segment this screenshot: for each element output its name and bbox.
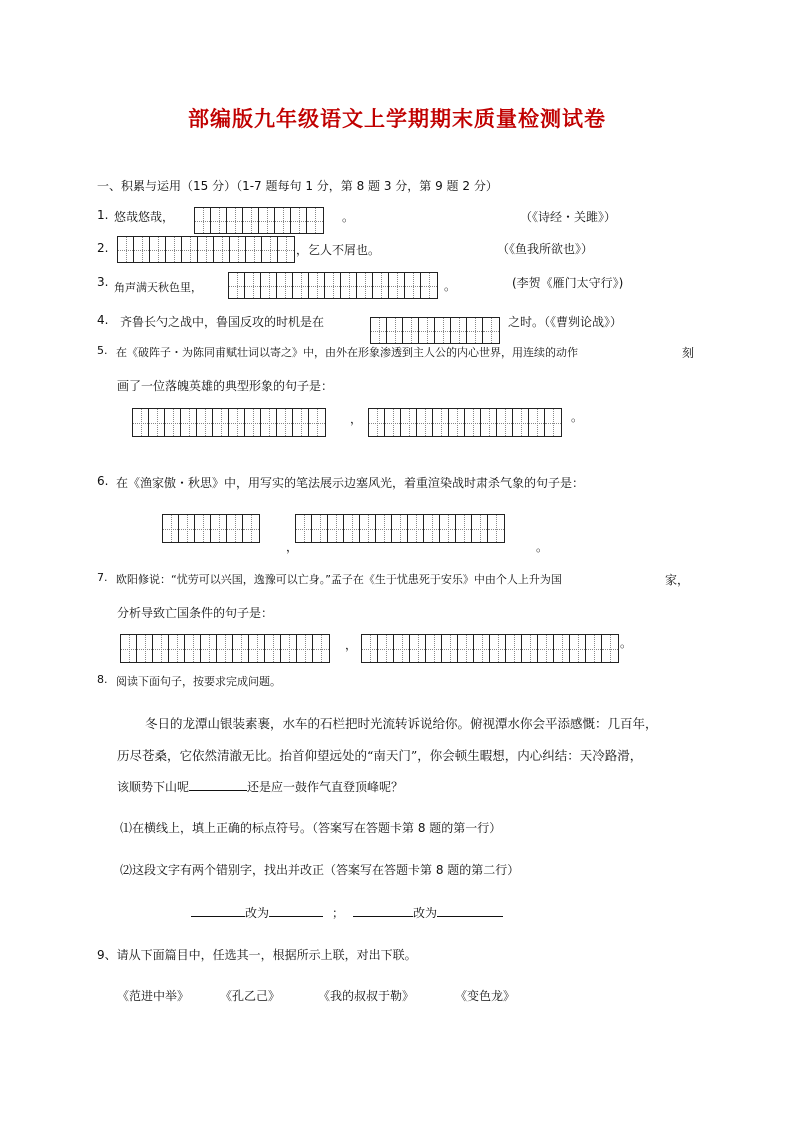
q3-text: 角声满天秋色里， bbox=[114, 281, 202, 294]
q6-comma: ， bbox=[286, 540, 299, 554]
q8-punct-blank[interactable] bbox=[189, 778, 247, 791]
q7-line1: 欧阳修说：“忧劳可以兴国，逸豫可以亡身。”孟子在《生于忧患死于安乐》中由个人上升为国 bbox=[116, 573, 562, 586]
q3-source: (李贺《雁门太守行》) bbox=[512, 276, 624, 290]
q2-number: 2. bbox=[97, 241, 109, 255]
q1-source: （《诗经・关雎》） bbox=[520, 210, 617, 224]
q8-text: 阅读下面句子，按要求完成问题。 bbox=[116, 675, 281, 688]
q6-number: 6. bbox=[97, 474, 109, 488]
q8-wrong-2[interactable] bbox=[353, 904, 413, 917]
q5-line1: 在《破阵子・为陈同甫赋壮词以寄之》中，由外在形象渗透到主人公的内心世界，用连续的动作 bbox=[116, 346, 578, 359]
q1-answer-grid[interactable] bbox=[194, 207, 324, 234]
q8-separator: ； bbox=[332, 906, 345, 920]
page-title: 部编版九年级语文上学期期末质量检测试卷 bbox=[188, 106, 606, 131]
q7-answer-grid-1[interactable] bbox=[120, 634, 330, 663]
q7-number: 7. bbox=[97, 571, 108, 584]
q7-end: 。 bbox=[620, 636, 633, 650]
q4-number: 4. bbox=[97, 313, 109, 327]
q5-line2: 画了一位落魄英雄的典型形象的句子是： bbox=[117, 379, 334, 393]
q4-end: 之时。（《曹刿论战》） bbox=[508, 315, 623, 329]
q8-wrong-1[interactable] bbox=[191, 904, 245, 917]
q2-answer-grid[interactable] bbox=[117, 236, 295, 263]
q5-comma: ， bbox=[350, 412, 363, 426]
q1-number: 1. bbox=[97, 208, 109, 222]
q9-title-1: 《范进中举》 bbox=[117, 989, 190, 1003]
q6-text: 在《渔家傲・秋思》中，用写实的笔法展示边塞风光，着重渲染战时肃杀气象的句子是： bbox=[116, 476, 585, 490]
q8-right-1[interactable] bbox=[269, 904, 323, 917]
q9-title-2: 《孔乙己》 bbox=[220, 989, 281, 1003]
q8-fix-label-2: 改为 bbox=[413, 906, 438, 920]
q6-answer-grid-2[interactable] bbox=[295, 514, 505, 543]
q8-para-line3 bbox=[117, 778, 403, 795]
q4-answer-grid[interactable] bbox=[370, 317, 500, 344]
q8-sub2: ⑵这段文字有两个错别字，找出并改正（答案写在答题卡第 8 题的第二行） bbox=[120, 863, 520, 877]
q7-answer-grid-2[interactable] bbox=[361, 634, 619, 663]
q4-text: 齐鲁长勺之战中，鲁国反攻的时机是在 bbox=[120, 315, 325, 329]
q5-number: 5. bbox=[97, 344, 108, 357]
q8-para-line2: 历尽苍桑，它依然清澈无比。抬首仰望远处的“南天门”，你会顿生暇想，内心纠结：天冷路滑， bbox=[117, 748, 643, 763]
q5-answer-grid-2[interactable] bbox=[368, 408, 562, 437]
q2-text: ，乞人不屑也。 bbox=[296, 243, 381, 257]
q1-text: 悠哉悠哉， bbox=[114, 210, 175, 224]
q5-answer-grid-1[interactable] bbox=[132, 408, 326, 437]
q3-number: 3. bbox=[97, 275, 109, 289]
q3-end: 。 bbox=[444, 279, 457, 293]
q8-fix-label-1: 改为 bbox=[245, 906, 270, 920]
q8-fix-row bbox=[191, 904, 503, 921]
q5-line1b: 刻 bbox=[682, 346, 695, 360]
q8-right-2[interactable] bbox=[437, 904, 503, 917]
q3-answer-grid[interactable] bbox=[228, 272, 438, 299]
section-heading: 一、积累与运用（15 分）（1-7 题每句 1 分，第 8 题 3 分，第 9 题 2 分） bbox=[97, 179, 498, 193]
q8-para-line3b: 还是应一鼓作气直登顶峰呢？ bbox=[247, 780, 404, 794]
q8-para-line3a: 该顺势下山呢 bbox=[117, 780, 190, 794]
q8-sub1: ⑴在横线上，填上正确的标点符号。（答案写在答题卡第 8 题的第一行） bbox=[120, 821, 502, 835]
q6-answer-grid-1[interactable] bbox=[162, 514, 260, 543]
q8-number: 8. bbox=[97, 673, 108, 686]
q7-line1b: 家， bbox=[665, 573, 690, 587]
q9-title-4: 《变色龙》 bbox=[455, 989, 516, 1003]
q1-end: 。 bbox=[342, 210, 355, 224]
q9-title-3: 《我的叔叔于勒》 bbox=[318, 989, 415, 1003]
q8-para-line1: 冬日的龙潭山银装素裹，水车的石栏把时光流转诉说给你。俯视潭水你会平添感慨：几百年， bbox=[145, 716, 658, 731]
q5-end: 。 bbox=[571, 410, 584, 424]
q9-text: 9、请从下面篇目中，任选其一，根据所示上联，对出下联。 bbox=[97, 948, 417, 962]
q7-line2: 分析导致亡国条件的句子是： bbox=[117, 606, 274, 620]
q7-comma: ， bbox=[345, 638, 358, 652]
q2-source: （《鱼我所欲也》） bbox=[497, 242, 594, 256]
q6-end: 。 bbox=[536, 540, 549, 554]
